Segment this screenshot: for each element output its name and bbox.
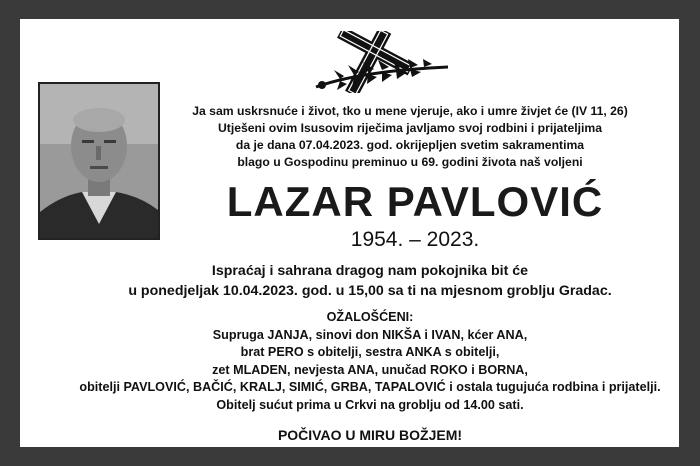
mourners-line: zet MLADEN, nevjesta ANA, unučad ROKO i BORNA,: [212, 362, 528, 377]
intro-line: Utješeni ovim Isusovim riječima javljamo svoj rodbini i prijateljima: [217, 121, 603, 135]
life-years: 1954. – 2023.: [350, 228, 480, 251]
deceased-name: LAZAR PAVLOVIĆ: [226, 178, 604, 225]
bible-verse-intro: [185, 103, 635, 171]
funeral-line: Ispraćaj i sahrana dragog nam pokojnika bit će: [211, 263, 529, 279]
funeral-notice: [60, 261, 680, 301]
intro-line: da je dana 07.04.2023. god. okrijepljen svetim sakramentima: [235, 138, 585, 152]
mourners-heading: OŽALOŠĆENI:: [326, 310, 414, 324]
rest-in-peace-closing: POČIVAO U MIRU BOŽJEM!: [277, 427, 463, 443]
cross-with-palm-branch-icon: [310, 31, 450, 93]
obituary-card: [20, 19, 679, 447]
mourners-line: Supruga JANJA, sinovi don NIKŠA i IVAN, kćer ANA,: [212, 327, 528, 342]
funeral-line: u ponedjeljak 10.04.2023. god. u 15,00 sa ti na mjesnom groblju Gradac.: [128, 283, 612, 299]
condolence-note: Obitelj sućut prima u Crkvi na groblju od 14.00 sati.: [216, 397, 524, 412]
mourners-line: obitelji PAVLOVIĆ, BAČIĆ, KRALJ, SIMIĆ, GRBA, TAPALOVIĆ i ostala tugujuća rodbina i prijatelji.: [79, 380, 661, 395]
intro-line: blago u Gospodinu preminuo u 69. godini života naš voljeni: [237, 155, 583, 169]
mourners-line: brat PERO s obitelji, sestra ANKA s obitelji,: [240, 345, 500, 360]
intro-line: Ja sam uskrsnuće i život, tko u mene vjeruje, ako i umre živjet će (IV 11, 26): [192, 104, 628, 118]
deceased-portrait-photo: [38, 82, 160, 240]
mourners-list: [60, 309, 680, 415]
